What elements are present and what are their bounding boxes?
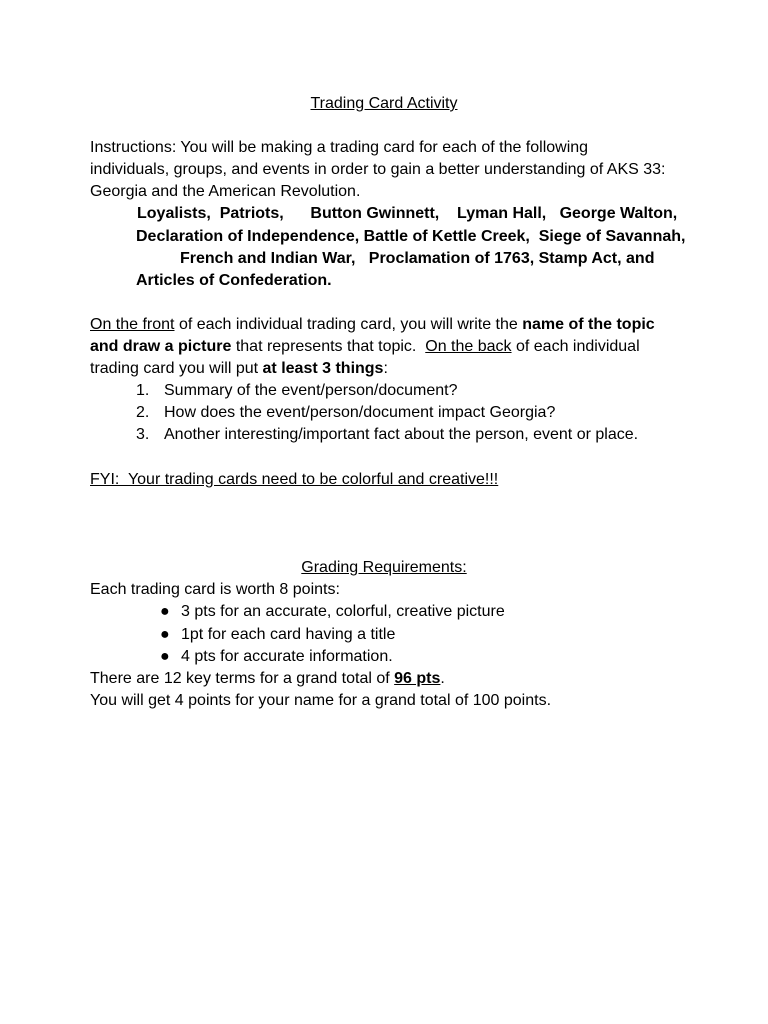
list-text: How does the event/person/document impact Georgia?	[164, 404, 556, 421]
grand-total-text: There are 12 key terms for a grand total of	[90, 670, 395, 687]
list-number: 3.	[136, 426, 150, 443]
terms-line-3: French and Indian War, Proclamation of 1763, Stamp Act, and	[180, 250, 655, 267]
on-the-back-text: On the back	[425, 338, 512, 355]
instructions-line-3: Georgia and the American Revolution.	[90, 183, 361, 200]
list-item	[160, 624, 395, 646]
grand-total-value: 96 pts	[394, 670, 441, 687]
bullet-text: 3 pts for an accurate, colorful, creative picture	[181, 603, 505, 620]
terms-line-2: Declaration of Independence, Battle of Kettle Creek, Siege of Savannah,	[136, 228, 686, 245]
fyi-note: FYI: Your trading cards need to be colorful and creative!!!	[90, 471, 499, 488]
terms-line-4: Articles of Confederation.	[136, 272, 332, 289]
represents-text: that represents that topic.	[231, 338, 426, 355]
grading-intro: Each trading card is worth 8 points:	[90, 581, 340, 598]
document-title: Trading Card Activity	[310, 95, 458, 112]
bullet-icon: ●	[160, 648, 170, 665]
list-item	[136, 402, 555, 424]
instructions-line-2: individuals, groups, and events in order to gain a better understanding of AKS 33:	[90, 161, 666, 178]
list-number: 1.	[136, 382, 150, 399]
bullet-text: 1pt for each card having a title	[181, 626, 396, 643]
front-back-line-1	[90, 314, 655, 336]
instructions-line-1: Instructions: You will be making a trading card for each of the following	[90, 139, 589, 156]
each-individual-text: of each individual	[511, 338, 640, 355]
list-number: 2.	[136, 404, 150, 421]
list-item	[136, 380, 458, 402]
bullet-icon: ●	[160, 603, 170, 620]
list-text: Another interesting/important fact about the person, event or place.	[164, 426, 639, 443]
list-item	[160, 646, 393, 668]
trading-card-put-text: trading card you will put	[90, 360, 263, 377]
front-text: of each individual trading card, you will write the	[174, 316, 523, 333]
grading-heading: Grading Requirements:	[301, 559, 467, 576]
list-item	[136, 424, 638, 446]
name-of-topic-text: name of the topic	[522, 316, 655, 333]
bullet-text: 4 pts for accurate information.	[181, 648, 393, 665]
bullet-icon: ●	[160, 626, 170, 643]
at-least-3-things-text: at least 3 things	[262, 360, 384, 377]
name-points-line: You will get 4 points for your name for a grand total of 100 points.	[90, 692, 552, 709]
colon-text: :	[383, 360, 388, 377]
terms-line-1: Loyalists, Patriots, Button Gwinnett, Lyman Hall, George Walton,	[137, 205, 678, 222]
front-back-line-3	[90, 358, 388, 380]
list-text: Summary of the event/person/document?	[164, 382, 458, 399]
front-back-line-2	[90, 336, 640, 358]
on-the-front-text: On the front	[90, 316, 175, 333]
grand-total-end: .	[440, 670, 445, 687]
list-item	[160, 601, 505, 623]
grand-total-line	[90, 668, 445, 690]
draw-picture-text: and draw a picture	[90, 338, 232, 355]
